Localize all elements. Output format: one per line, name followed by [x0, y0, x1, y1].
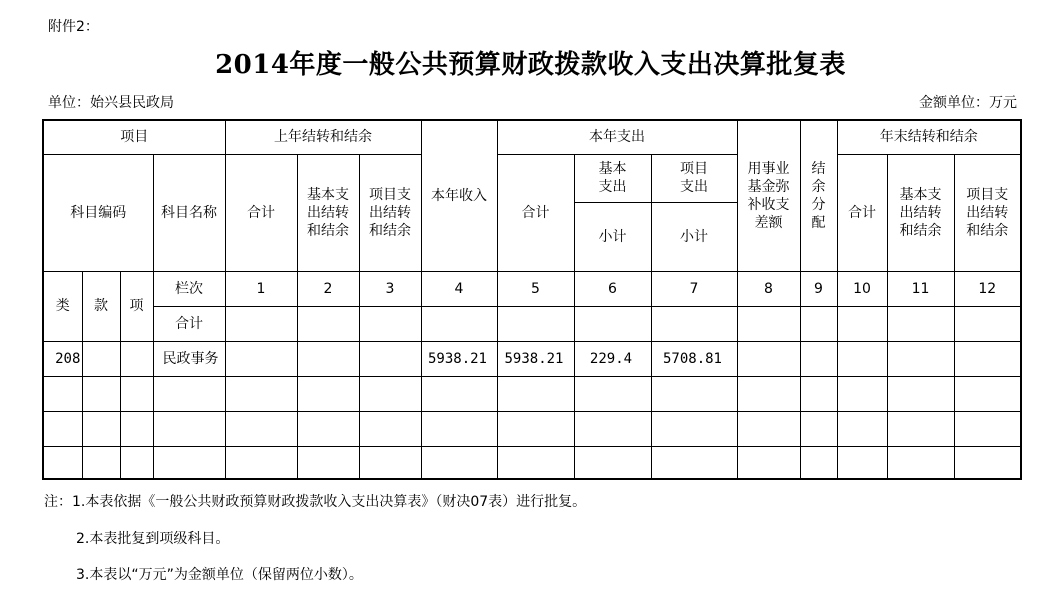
row-value [297, 341, 359, 376]
empty-row [43, 411, 1021, 446]
column-number-label: 栏次 [153, 271, 225, 306]
header-prior-balance: 上年结转和结余 [225, 120, 421, 154]
row-value [800, 341, 837, 376]
table-cell [359, 411, 421, 446]
table-cell [837, 446, 887, 479]
table-cell [120, 446, 153, 479]
table-cell [837, 376, 887, 411]
column-number-row [43, 271, 1021, 306]
header-row-2 [43, 154, 1021, 202]
column-number: 12 [954, 271, 1021, 306]
table-cell [887, 376, 954, 411]
row-value [887, 341, 954, 376]
column-number: 7 [651, 271, 737, 306]
table-cell [225, 411, 297, 446]
table-cell [574, 446, 651, 479]
table-cell [651, 306, 737, 341]
header-prior-project: 项目支出结转和结余 [359, 154, 421, 271]
table-cell [225, 306, 297, 341]
table-cell [359, 446, 421, 479]
header-subject-name: 科目名称 [153, 154, 225, 271]
table-cell [359, 376, 421, 411]
table-cell [887, 411, 954, 446]
column-number: 8 [737, 271, 800, 306]
header-kuan: 款 [82, 271, 120, 341]
header-row-1 [43, 120, 1021, 154]
column-number: 11 [887, 271, 954, 306]
table-cell [153, 411, 225, 446]
table-cell [120, 411, 153, 446]
table-cell [153, 376, 225, 411]
table-cell [120, 376, 153, 411]
table-cell [421, 411, 497, 446]
table-cell [954, 376, 1021, 411]
header-subject-code: 科目编码 [43, 154, 153, 271]
amount-unit-label: 金额单位：万元 [919, 95, 1017, 111]
row-value [225, 341, 297, 376]
table-cell [497, 306, 574, 341]
table-cell [737, 306, 800, 341]
table-cell [82, 411, 120, 446]
total-row [43, 306, 1021, 341]
row-xiang-code [120, 341, 153, 376]
table-cell [574, 306, 651, 341]
table-cell [954, 306, 1021, 341]
row-lei-code: 208 [43, 341, 82, 376]
table-cell [359, 306, 421, 341]
header-current-income: 本年收入 [421, 120, 497, 271]
header-business-fund: 用事业基金弥补收支差额 [737, 120, 800, 271]
table-cell [497, 411, 574, 446]
page-title: 2014年度一般公共预算财政拨款收入支出决算批复表 [215, 50, 846, 80]
table-cell [651, 411, 737, 446]
header-xiang: 项 [120, 271, 153, 341]
table-cell [574, 411, 651, 446]
table-cell [421, 376, 497, 411]
table-cell [954, 411, 1021, 446]
column-number: 1 [225, 271, 297, 306]
header-yearend-basic: 基本支出结转和结余 [887, 154, 954, 271]
column-number: 5 [497, 271, 574, 306]
column-number: 4 [421, 271, 497, 306]
column-number: 9 [800, 271, 837, 306]
attachment-label: 附件2： [48, 19, 99, 35]
header-surplus-allocation: 结余分配 [800, 120, 837, 271]
row-subject-name: 民政事务 [153, 341, 225, 376]
table-cell [82, 376, 120, 411]
row-value [837, 341, 887, 376]
table-cell [737, 446, 800, 479]
table-cell [297, 306, 359, 341]
note-2: 2.本表批复到项级科目。 [76, 531, 230, 547]
table-cell [421, 446, 497, 479]
row-project-expense: 5708.81 [651, 341, 737, 376]
table-cell [43, 376, 82, 411]
table-cell [225, 446, 297, 479]
table-cell [153, 446, 225, 479]
empty-row [43, 446, 1021, 479]
table-cell [421, 306, 497, 341]
table-cell [497, 376, 574, 411]
column-number: 6 [574, 271, 651, 306]
header-lei: 类 [43, 271, 82, 341]
column-number: 10 [837, 271, 887, 306]
table-row [43, 341, 1021, 376]
table-cell [887, 446, 954, 479]
header-current-expense: 本年支出 [497, 120, 737, 154]
header-basic-subtotal: 小计 [574, 202, 651, 271]
header-prior-basic: 基本支出结转和结余 [297, 154, 359, 271]
table-cell [297, 376, 359, 411]
table-cell [737, 411, 800, 446]
table-cell [297, 446, 359, 479]
table-cell [800, 411, 837, 446]
row-value [359, 341, 421, 376]
table-cell [297, 411, 359, 446]
header-yearend-project: 项目支出结转和结余 [954, 154, 1021, 271]
table-cell [800, 376, 837, 411]
table-cell [43, 446, 82, 479]
empty-row [43, 376, 1021, 411]
header-project-subtotal: 小计 [651, 202, 737, 271]
budget-table [42, 119, 1022, 480]
table-cell [800, 446, 837, 479]
table-cell [954, 446, 1021, 479]
header-item: 项目 [43, 120, 225, 154]
header-project-expense: 项目支出 [651, 154, 737, 202]
header-year-end-balance: 年末结转和结余 [837, 120, 1021, 154]
row-basic-expense: 229.4 [574, 341, 651, 376]
row-kuan-code [82, 341, 120, 376]
column-number: 2 [297, 271, 359, 306]
header-expense-total: 合计 [497, 154, 574, 271]
note-3: 3.本表以“万元”为金额单位（保留两位小数）。 [76, 567, 363, 583]
table-cell [497, 446, 574, 479]
total-row-label: 合计 [153, 306, 225, 341]
column-number: 3 [359, 271, 421, 306]
table-cell [651, 376, 737, 411]
table-cell [82, 446, 120, 479]
table-cell [837, 411, 887, 446]
header-yearend-total: 合计 [837, 154, 887, 271]
table-cell [225, 376, 297, 411]
table-cell [800, 306, 837, 341]
table-cell [737, 376, 800, 411]
header-prior-total: 合计 [225, 154, 297, 271]
header-basic-expense: 基本支出 [574, 154, 651, 202]
table-cell [574, 376, 651, 411]
table-cell [651, 446, 737, 479]
table-cell [887, 306, 954, 341]
note-1: 注：1.本表依据《一般公共财政预算财政拨款收入支出决算表》（财决07表）进行批复。 [44, 494, 587, 510]
row-value [737, 341, 800, 376]
table-cell [837, 306, 887, 341]
unit-label: 单位：始兴县民政局 [48, 95, 174, 111]
row-value [954, 341, 1021, 376]
row-expense-total: 5938.21 [497, 341, 574, 376]
row-current-income: 5938.21 [421, 341, 497, 376]
table-cell [43, 411, 82, 446]
